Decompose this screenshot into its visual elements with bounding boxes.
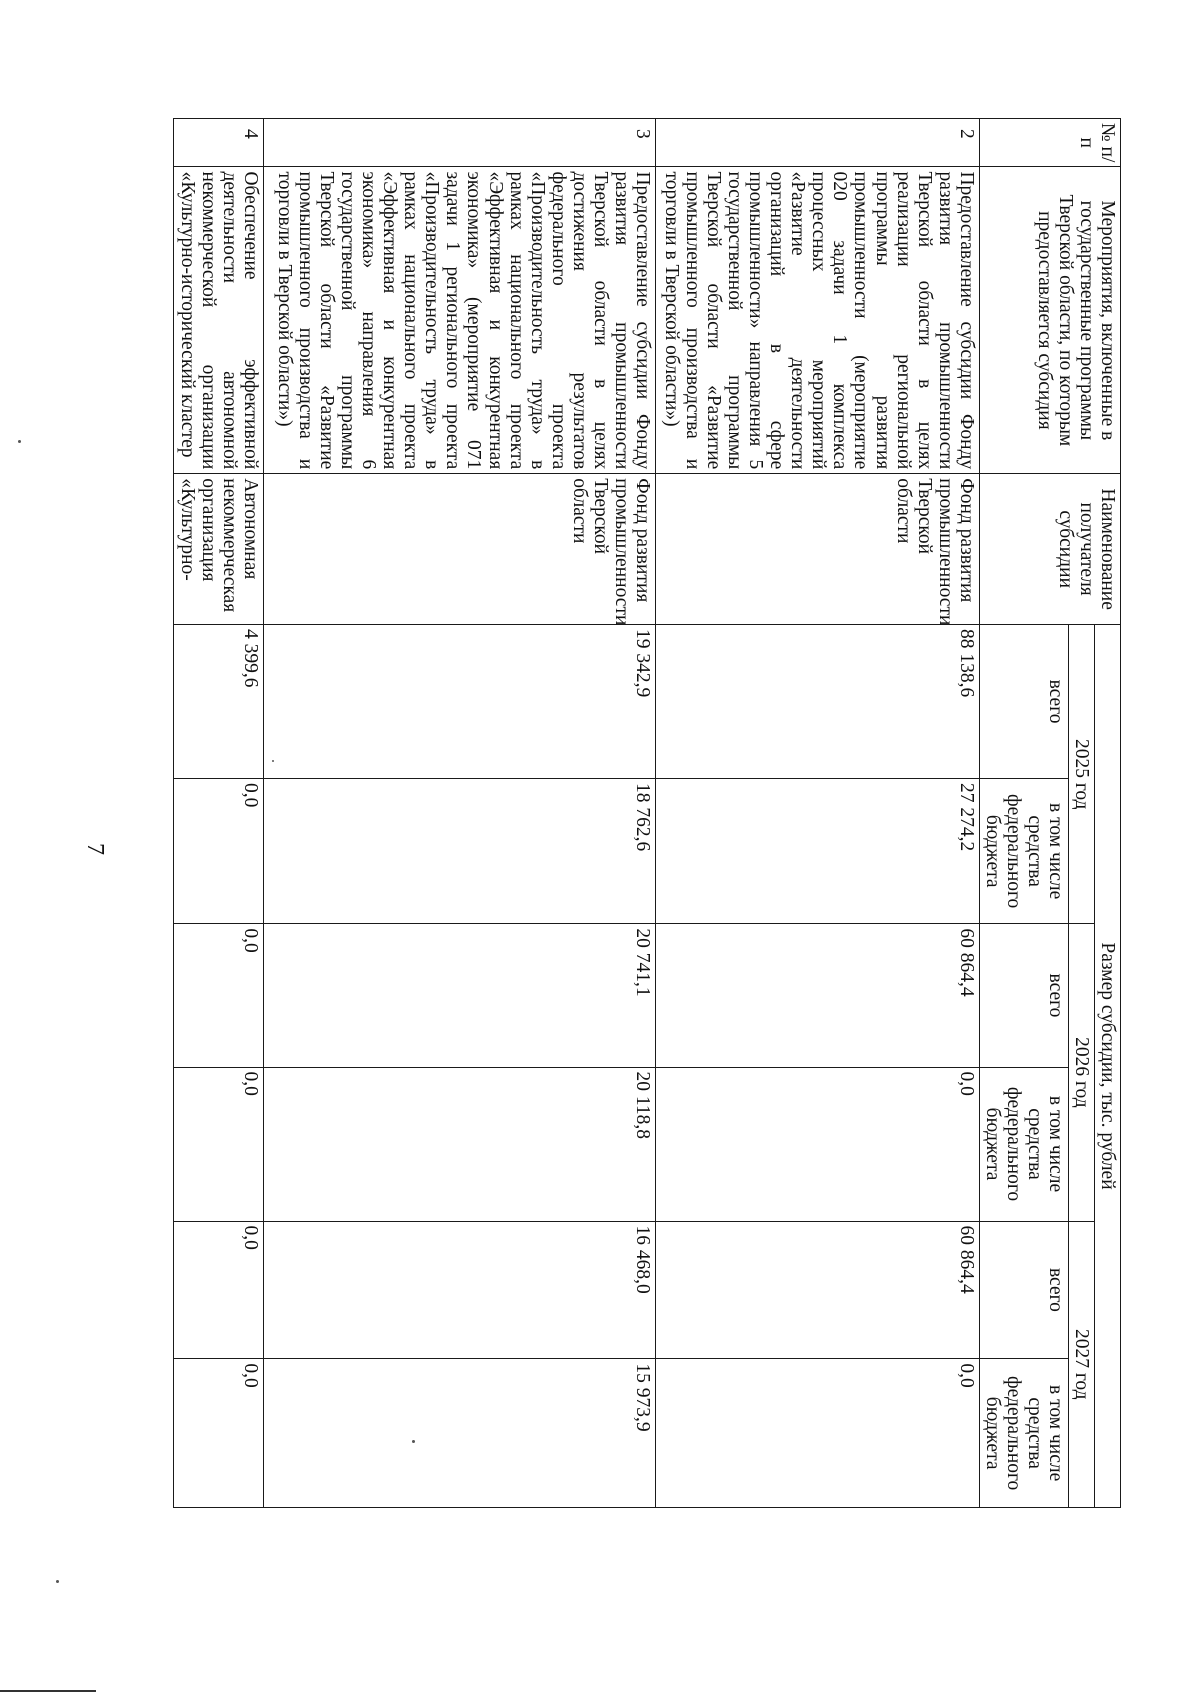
row-2027-federal: 0,0 — [655, 1359, 979, 1508]
header-num: № п/п — [979, 119, 1120, 167]
scan-speck — [56, 1580, 59, 1583]
scan-speck — [18, 440, 21, 443]
page-number: 7 — [82, 843, 108, 855]
row-event: Обеспечение эффективной деятельности автономной некоммерческой организации «Культурно-исторический кластер — [174, 167, 264, 474]
row-2025-federal: 27 274,2 — [655, 779, 979, 924]
row-recipient: Автономная некоммерческая организация «Культурно- — [174, 474, 264, 625]
row-2026-federal: 20 118,8 — [264, 1067, 656, 1221]
scan-speck — [412, 1440, 415, 1443]
header-2027-total: всего — [979, 1221, 1068, 1359]
row-2027-federal: 15 973,9 — [264, 1359, 656, 1508]
header-2025-total: всего — [979, 625, 1068, 779]
row-2025-total: 4 399,6 — [174, 625, 264, 779]
header-2025-federal: в том числе средства федерального бюджета — [979, 779, 1068, 924]
row-2025-total: 88 138,6 — [655, 625, 979, 779]
header-2026-federal: в том числе средства федерального бюджета — [979, 1067, 1068, 1221]
row-2026-total: 60 864,4 — [655, 924, 979, 1067]
table-row — [264, 119, 656, 1508]
row-num: 3 — [264, 119, 656, 167]
table-row — [174, 119, 264, 1508]
row-2026-federal: 0,0 — [174, 1067, 264, 1221]
row-2027-total: 60 864,4 — [655, 1221, 979, 1359]
header-year-2026: 2026 год — [1068, 924, 1094, 1221]
row-2026-total: 20 741,1 — [264, 924, 656, 1067]
scan-edge-line — [0, 1690, 96, 1692]
row-recipient: Фонд развития промышленности Тверской области — [655, 474, 979, 625]
row-2025-total: 19 342,9 — [264, 625, 656, 779]
row-num: 2 — [655, 119, 979, 167]
table-row — [655, 119, 979, 1508]
row-2027-federal: 0,0 — [174, 1359, 264, 1508]
header-year-2027: 2027 год — [1068, 1221, 1094, 1508]
scan-speck — [272, 760, 274, 762]
row-2025-federal: 18 762,6 — [264, 779, 656, 924]
subsidy-table — [173, 118, 1121, 1508]
row-2025-federal: 0,0 — [174, 779, 264, 924]
header-recipient: Наименование получателя субсидии — [979, 474, 1120, 625]
header-year-2025: 2025 год — [1068, 625, 1094, 924]
header-2027-federal: в том числе средства федерального бюджета — [979, 1359, 1068, 1508]
row-2026-total: 0,0 — [174, 924, 264, 1067]
header-event: Мероприятия, включенные в государственные программы Тверской области, по которым предоставляется субсидия — [979, 167, 1120, 474]
row-num: 4 — [174, 119, 264, 167]
header-subsidy-size: Размер субсидии, тыс. рублей — [1094, 625, 1120, 1508]
header-2026-total: всего — [979, 924, 1068, 1067]
row-event: Предоставление субсидии Фонду развития промышленности Тверской области в целях достижения результатов федерального проекта «Производительность труда» в рамках национального проекта «Эффективная и конкурентная экономика» (мероприятие 071 задачи 1 регионального проекта «Производительность труда» в рамках национального проекта «Эффективная и конкурентная экономика» направления 6 государственной программы Тверской области «Развитие промышленного производства и торговли в Тверской области») — [264, 167, 656, 474]
row-recipient: Фонд развития промышленности Тверской области — [264, 474, 656, 625]
row-2027-total: 16 468,0 — [264, 1221, 656, 1359]
row-2027-total: 0,0 — [174, 1221, 264, 1359]
rotated-table-container — [173, 118, 1121, 1508]
row-event: Предоставление субсидии Фонду развития промышленности Тверской области в целях реализации региональной программы развития промышленности (мероприятие 020 задачи 1 комплекса процессных мероприятий «Развитие деятельности организаций в сфере промышленности» направления 5 государственной программы Тверской области «Развитие промышленного производства и торговли в Тверской области») — [655, 167, 979, 474]
row-2026-federal: 0,0 — [655, 1067, 979, 1221]
